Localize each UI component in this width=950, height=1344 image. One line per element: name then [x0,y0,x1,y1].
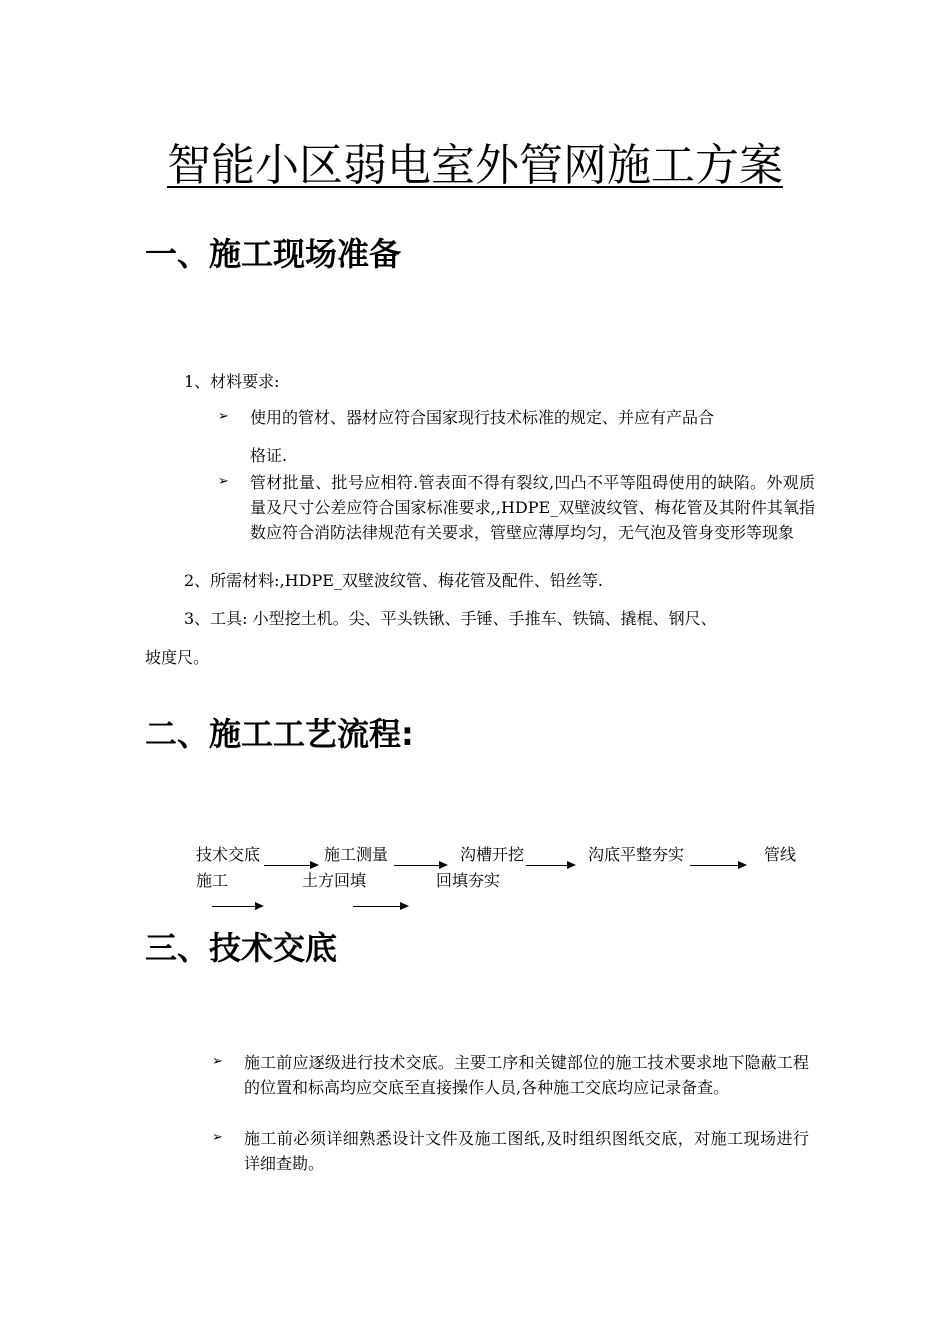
required-materials-item: 2、所需材料:,HDPE_双壁波纹管、梅花管及配件、铅丝等. [184,571,603,590]
material-bullet-1-line-1: 使用的管材、器材应符合国家现行技术标准的规定、并应有产品合 [250,408,715,427]
section-heading-site-preparation: 一、施工现场准备 [145,235,402,273]
flow-step-earth-backfill: 土方回填 [302,871,367,890]
bullet-arrow-icon: ➢ [218,409,229,424]
section-heading-technical-briefing: 三、技术交底 [145,929,338,967]
flow-step-pipeline: 管线 [764,845,797,864]
material-bullet-1-line-2: 格证. [250,446,288,465]
section-heading-process-flow: 二、施工工艺流程: [145,715,414,753]
flow-step-survey: 施工测量 [324,845,389,864]
materials-requirement-label: 1、材料要求: [184,372,280,391]
flow-step-technical-briefing: 技术交底 [196,845,261,864]
bullet-arrow-icon: ➢ [212,1130,223,1145]
material-bullet-2: 管材批量、批号应相符.管表面不得有裂纹,凹凸不平等阻碍使用的缺陷。外观质量及尺寸公差应符合国家标准要求,,HDPE_双壁波纹管、梅花管及其附件其氧指数应符合消防法律规范有关要求，管壁应薄厚均匀，无气泡及管身变形等现象 [250,473,815,542]
tools-item-line-1: 3、工具: 小型挖土机。尖、平头铁锹、手锤、手推车、铁镐、撬棍、钢尺、 [184,609,717,628]
tools-item-line-2: 坡度尺。 [145,648,210,667]
briefing-bullet-2: 施工前必须详细熟悉设计文件及施工图纸,及时组织图纸交底，对施工现场进行详细查勘。 [244,1129,809,1173]
bullet-arrow-icon: ➢ [212,1054,223,1069]
flow-step-construction: 施工 [196,871,229,890]
document-title: 智能小区弱电室外管网施工方案 [167,140,783,191]
flow-step-trench-excavation: 沟槽开挖 [460,845,525,864]
flow-step-trench-leveling: 沟底平整夯实 [588,845,685,864]
bullet-arrow-icon: ➢ [218,474,229,489]
flow-step-backfill-compaction: 回填夯实 [436,871,501,890]
briefing-bullet-1: 施工前应逐级进行技术交底。主要工序和关键部位的施工技术要求地下隐蔽工程的位置和标高均应交底至直接操作人员,各种施工交底均应记录备查。 [244,1053,809,1097]
